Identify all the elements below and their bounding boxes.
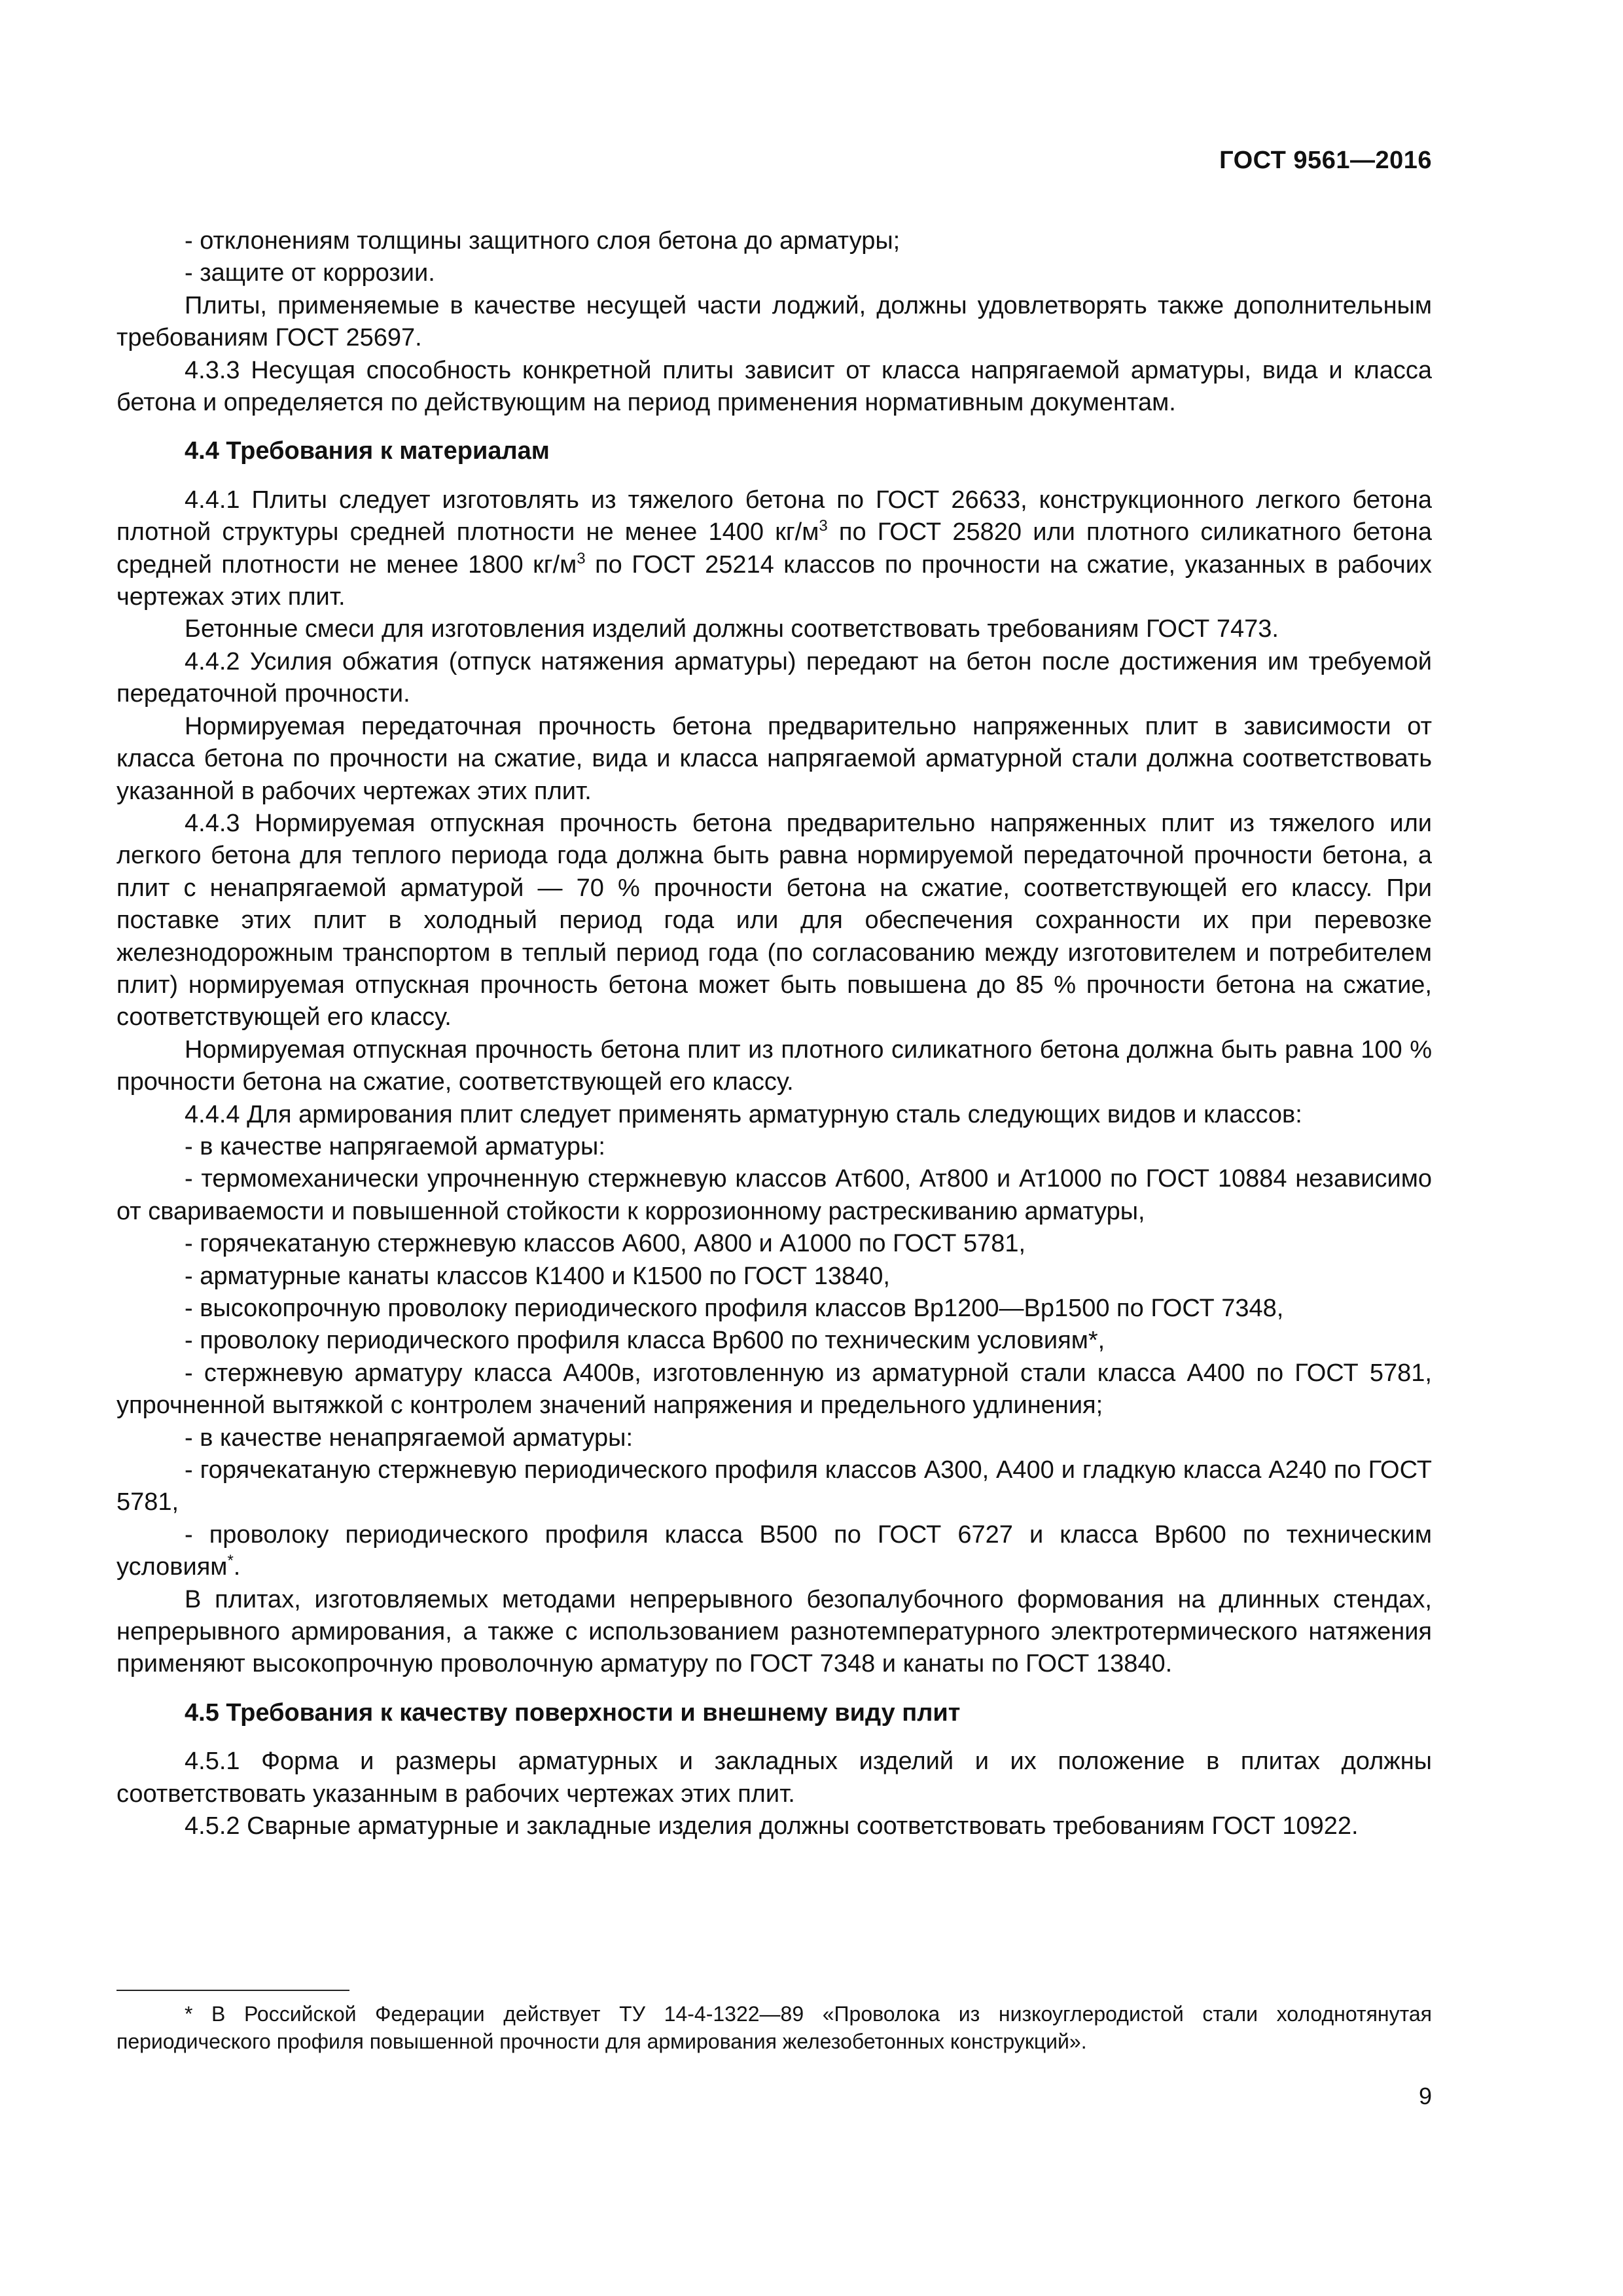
footnote-text: * В Российской Федерации действует ТУ 14-4-1322—89 «Проволока из низкоуглеродистой стали холоднотянутая периодического профиля повышенной прочности для армирования железобетонных конструкций».: [116, 2002, 1432, 2053]
paragraph-4-4-2: 4.4.2 Усилия обжатия (отпуск натяжения арматуры) передают на бетон после достижения им требуемой передаточной прочности.: [116, 647, 1432, 708]
list-item: - защите от коррозии.: [185, 259, 435, 287]
list-item: - арматурные канаты классов К1400 и К1500 по ГОСТ 13840,: [185, 1262, 890, 1290]
paragraph-concrete-mixes: Бетонные смеси для изготовления изделий должны соответствовать требованиям ГОСТ 7473.: [185, 615, 1279, 643]
footnote-divider: [116, 1990, 349, 1991]
list-item: - горячекатаную стержневую классов А600, А800 и А1000 по ГОСТ 5781,: [185, 1230, 1026, 1258]
paragraph-4-4-4: 4.4.4 Для армирования плит следует применять арматурную сталь следующих видов и классов:: [185, 1100, 1302, 1128]
paragraph-silicate-concrete: Нормируемая отпускная прочность бетона плит из плотного силикатного бетона должна быть равна 100 % прочности бетона на сжатие, соответствующей его классу.: [116, 1035, 1432, 1096]
page-number: 9: [1418, 2083, 1432, 2109]
paragraph-loggia-slabs: Плиты, применяемые в качестве несущей части лоджий, должны удовлетворять также дополнительным требованиям ГОСТ 25697.: [116, 291, 1432, 352]
paragraph-4-4-1: 4.4.1 Плиты следует изготовлять из тяжелого бетона по ГОСТ 26633, конструкционного легкого бетона плотной структуры средней плотности не менее 1400 $кг/м^3$ по ГОСТ 25820 или плотного силикатного бетона средней плотности не менее 1800 $кг/м^3$ по ГОСТ 25214 классов по прочности на сжатие, указанных в рабочих чертежах этих плит.: [116, 486, 1433, 611]
section-heading-4-4: 4.4 Требования к материалам: [185, 437, 550, 465]
list-item: - горячекатаную стержневую периодического профиля классов А300, А400 и гладкую класса А240 по ГОСТ 5781,: [116, 1456, 1432, 1516]
document-code-header: ГОСТ 9561—2016: [1219, 147, 1432, 174]
footnote: [116, 2000, 1432, 2055]
list-item: - стержневую арматуру класса А400в, изготовленную из арматурной стали класса А400 по ГОСТ 5781, упрочненной вытяжкой с контролем значений напряжения и предельного удлинения;: [116, 1359, 1432, 1420]
list-item: - проволоку периодического профиля класса Вр600 по техническим условиям*,: [185, 1327, 1105, 1355]
list-item: - термомеханически упрочненную стержневую классов Ат600, Ат800 и Ат1000 по ГОСТ 10884 независимо от свариваемости и повышенной стойкости к коррозионному растрескиванию арматуры,: [116, 1165, 1432, 1225]
paragraph-4-3-3: 4.3.3 Несущая способность конкретной плиты зависит от класса напрягаемой арматуры, вида и класса бетона и определяется по действующим на период применения нормативным документам.: [116, 356, 1432, 417]
paragraph-4-5-1: 4.5.1 Форма и размеры арматурных и закладных изделий и их положение в плитах должны соответствовать указанным в рабочих чертежах этих плит.: [116, 1748, 1432, 1808]
list-item: - в качестве ненапрягаемой арматуры:: [185, 1424, 633, 1452]
list-item: - высокопрочную проволоку периодического профиля классов Вр1200—Вр1500 по ГОСТ 7348,: [185, 1295, 1284, 1322]
paragraph-continuous-forming: В плитах, изготовляемых методами непрерывного безопалубочного формования на длинных стендах, непрерывного армирования, а также с использованием разнотемпературного электротермического натяжения применяют высокопрочную проволочную арматуру по ГОСТ 7348 и канаты по ГОСТ 13840.: [116, 1585, 1432, 1678]
paragraph-transfer-strength: Нормируемая передаточная прочность бетона предварительно напряженных плит в зависимости от класса бетона по прочности на сжатие, вида и класса напрягаемой арматурной стали должна соответствовать указанной в рабочих чертежах этих плит.: [116, 712, 1432, 805]
list-item: - в качестве напрягаемой арматуры:: [185, 1132, 605, 1160]
list-item: - отклонениям толщины защитного слоя бетона до арматуры;: [185, 227, 901, 255]
section-heading-4-5: 4.5 Требования к качеству поверхности и внешнему виду плит: [185, 1698, 961, 1727]
document-body: [116, 225, 1432, 1843]
paragraph-4-4-3: 4.4.3 Нормируемая отпускная прочность бетона предварительно напряженных плит из тяжелого или легкого бетона для теплого периода года должна быть равна нормируемой передаточной прочности бетона, а плит с ненапрягаемой арматурой — 70 % прочности бетона на сжатие, соответствующей его классу. При поставке этих плит в холодный период года или для обеспечения сохранности их при перевозке железнодорожным транспортом в теплый период года (по согласованию между изготовителем и потребителем плит) нормируемая отпускная прочность бетона может быть повышена до 85 % прочности бетона на сжатие, соответствующей его классу.: [116, 809, 1432, 1031]
paragraph-4-5-2: 4.5.2 Сварные арматурные и закладные изделия должны соответствовать требованиям ГОСТ 10922.: [185, 1812, 1359, 1840]
list-item: - проволоку периодического профиля класса В500 по ГОСТ 6727 и класса Вр600 по техническим условиям*.: [116, 1520, 1432, 1581]
